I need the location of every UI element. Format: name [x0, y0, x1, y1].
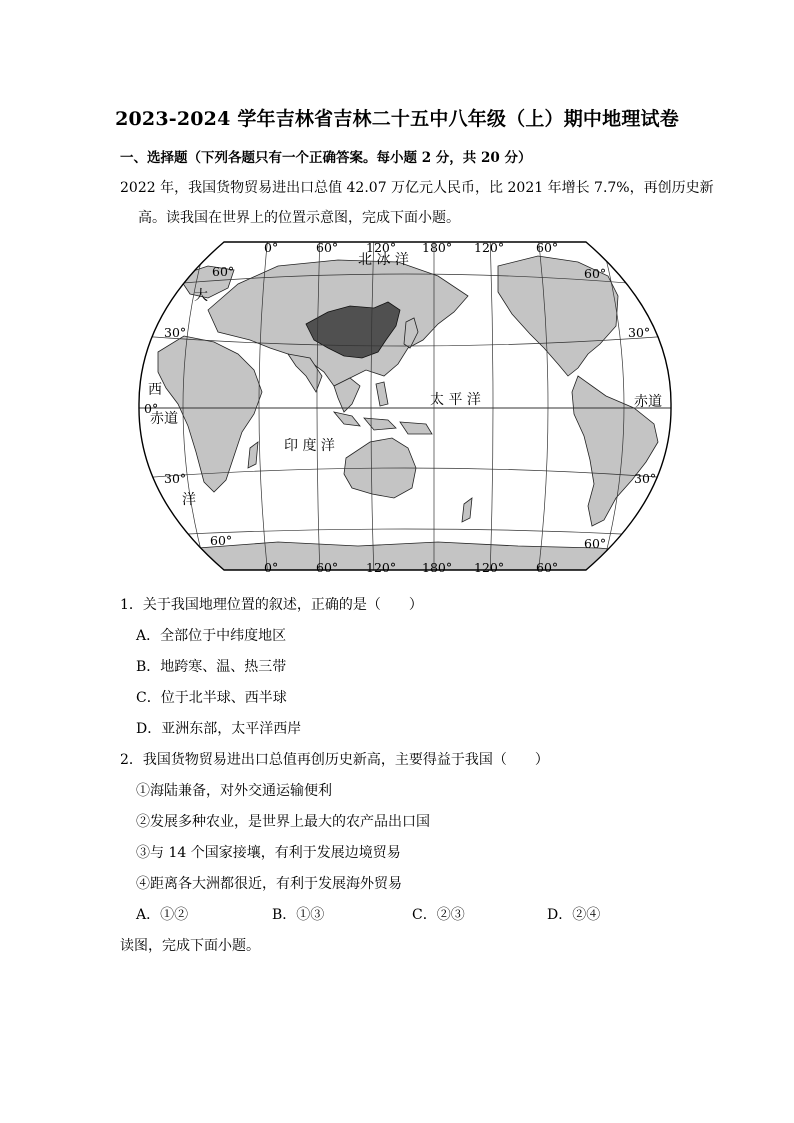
section-heading: 一、选择题（下列各题只有一个正确答案。每小题 2 分，共 20 分） [120, 150, 532, 166]
question-2-stem: 2．我国货物贸易进出口总值再创历史新高，主要得益于我国（ ） [120, 752, 549, 768]
intro-line-1: 2022 年，我国货物贸易进出口总值 42.07 万亿元人民币，比 2021 年增长 7.7%，再创历史新 [120, 180, 714, 196]
question-1-stem: 1．关于我国地理位置的叙述，正确的是（ ） [120, 597, 423, 613]
question-1-option-c[interactable]: C．位于北半球、西半球 [136, 690, 287, 706]
indian-ocean-label: 印 度 洋 [284, 438, 335, 454]
question-2-choice-d[interactable]: D．②④ [547, 907, 601, 923]
question-2-item-1: ①海陆兼备，对外交通运输便利 [136, 783, 332, 799]
atlantic-char-3: 洋 [182, 492, 196, 508]
equator-label-right: 赤道 [634, 394, 662, 410]
left-lat-s30: 30° [164, 471, 187, 486]
question-2-item-2: ②发展多种农业，是世界上最大的农产品出口国 [136, 814, 430, 830]
question-1-option-b[interactable]: B．地跨寒、温、热三带 [136, 659, 287, 675]
bottom-lon-180: 180° [422, 560, 453, 575]
world-map-figure [138, 236, 672, 576]
question-1-option-d[interactable]: D．亚洲东部，太平洋西岸 [136, 721, 302, 737]
exam-title: 2023-2024 学年吉林省吉林二十五中八年级（上）期中地理试卷 [115, 108, 679, 130]
bottom-lon-60w: 60° [536, 560, 559, 575]
right-lat-s60: 60° [584, 536, 607, 551]
atlantic-char-2: 西 [148, 382, 162, 398]
left-lat-0: 0° [144, 401, 159, 416]
top-lon-120: 120° [366, 240, 397, 255]
equator-label-left: 赤道 [150, 411, 178, 427]
left-lat-n60: 60° [212, 264, 235, 279]
right-lat-n60: 60° [584, 266, 607, 281]
atlantic-char-1: 大 [194, 288, 208, 304]
question-2-item-4: ④距离各大洲都很近，有利于发展海外贸易 [136, 876, 402, 892]
question-2-choice-c[interactable]: C．②③ [412, 907, 465, 923]
bottom-lon-120: 120° [366, 560, 397, 575]
pacific-ocean-label: 太 平 洋 [430, 392, 481, 408]
top-lon-120w: 120° [474, 240, 505, 255]
intro-line-2: 高。读我国在世界上的位置示意图，完成下面小题。 [138, 210, 460, 226]
bottom-lon-120w: 120° [474, 560, 505, 575]
top-lon-60w: 60° [536, 240, 559, 255]
footer-instruction: 读图，完成下面小题。 [120, 938, 260, 954]
bottom-lon-0: 0° [264, 560, 279, 575]
top-lon-0: 0° [264, 240, 279, 255]
question-2-item-3: ③与 14 个国家接壤，有利于发展边境贸易 [136, 845, 401, 861]
right-lat-s30: 30° [634, 471, 657, 486]
arctic-ocean-label: 北 冰 洋 [358, 252, 409, 268]
right-lat-n30: 30° [628, 325, 651, 340]
left-lat-n30: 30° [164, 325, 187, 340]
top-lon-180: 180° [422, 240, 453, 255]
left-lat-s60: 60° [210, 533, 233, 548]
bottom-lon-60: 60° [316, 560, 339, 575]
question-2-choice-a[interactable]: A．①② [136, 907, 189, 923]
world-map [138, 236, 672, 576]
question-1-option-a[interactable]: A．全部位于中纬度地区 [136, 628, 287, 644]
question-2-choice-b[interactable]: B．①③ [272, 907, 325, 923]
top-lon-60: 60° [316, 240, 339, 255]
